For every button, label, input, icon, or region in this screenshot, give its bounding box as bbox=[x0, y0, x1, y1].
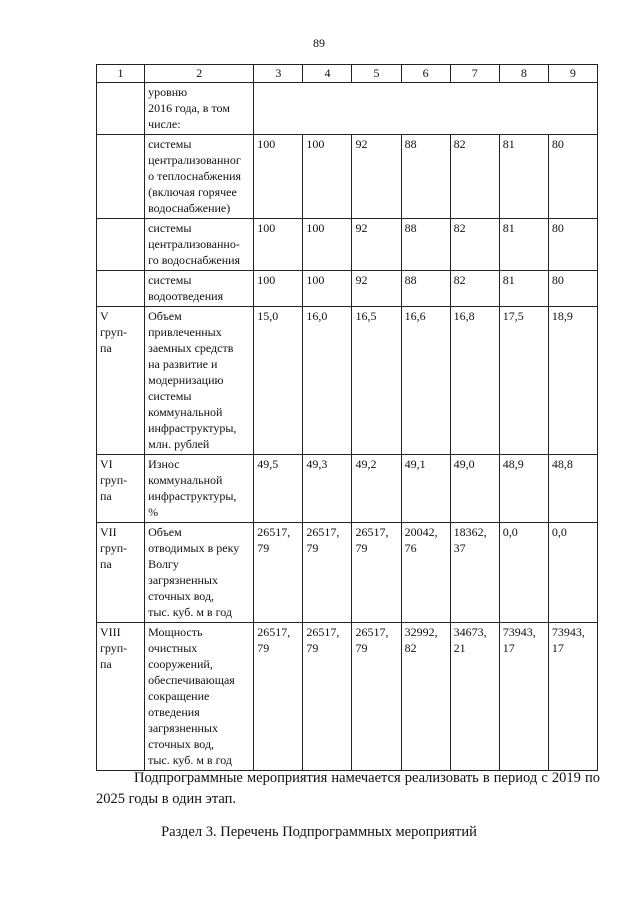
indicator-label: системы водоотведения bbox=[145, 271, 254, 307]
group-cell: VII груп- па bbox=[97, 523, 145, 623]
value-cell: 16,0 bbox=[303, 307, 352, 455]
value-cell: 92 bbox=[352, 271, 401, 307]
value-cell: 100 bbox=[303, 219, 352, 271]
header-cell: 7 bbox=[450, 65, 499, 83]
value-cell: 26517, 79 bbox=[303, 623, 352, 771]
header-cell: 4 bbox=[303, 65, 352, 83]
empty-merged-cell bbox=[254, 83, 598, 135]
value-cell: 82 bbox=[450, 271, 499, 307]
value-cell: 100 bbox=[303, 271, 352, 307]
intro-row bbox=[97, 83, 598, 135]
group-cell: V груп- па bbox=[97, 307, 145, 455]
value-cell: 82 bbox=[450, 135, 499, 219]
value-cell: 100 bbox=[303, 135, 352, 219]
table-row bbox=[97, 455, 598, 523]
value-cell: 26517, 79 bbox=[352, 623, 401, 771]
group-cell bbox=[97, 219, 145, 271]
value-cell: 20042, 76 bbox=[401, 523, 450, 623]
value-cell: 49,0 bbox=[450, 455, 499, 523]
table-row bbox=[97, 219, 598, 271]
value-cell: 48,8 bbox=[548, 455, 597, 523]
value-cell: 49,1 bbox=[401, 455, 450, 523]
value-cell: 49,3 bbox=[303, 455, 352, 523]
table-row bbox=[97, 623, 598, 771]
value-cell: 100 bbox=[254, 135, 303, 219]
value-cell: 17,5 bbox=[499, 307, 548, 455]
table-row bbox=[97, 271, 598, 307]
value-cell: 32992, 82 bbox=[401, 623, 450, 771]
group-cell bbox=[97, 271, 145, 307]
value-cell: 16,5 bbox=[352, 307, 401, 455]
value-cell: 26517, 79 bbox=[303, 523, 352, 623]
value-cell: 80 bbox=[548, 271, 597, 307]
table-row bbox=[97, 307, 598, 455]
value-cell: 18,9 bbox=[548, 307, 597, 455]
group-cell: VIII груп- па bbox=[97, 623, 145, 771]
section-title: Раздел 3. Перечень Подпрограммных мероприятий bbox=[161, 824, 477, 840]
header-cell: 2 bbox=[145, 65, 254, 83]
group-cell bbox=[97, 83, 145, 135]
header-cell: 6 bbox=[401, 65, 450, 83]
value-cell: 73943, 17 bbox=[499, 623, 548, 771]
group-cell bbox=[97, 135, 145, 219]
value-cell: 92 bbox=[352, 219, 401, 271]
value-cell: 26517, 79 bbox=[352, 523, 401, 623]
header-cell: 9 bbox=[548, 65, 597, 83]
table-row bbox=[97, 135, 598, 219]
value-cell: 34673, 21 bbox=[450, 623, 499, 771]
value-cell: 49,5 bbox=[254, 455, 303, 523]
value-cell: 80 bbox=[548, 219, 597, 271]
value-cell: 73943, 17 bbox=[548, 623, 597, 771]
value-cell: 26517, 79 bbox=[254, 623, 303, 771]
indicators-table bbox=[96, 64, 598, 771]
page-number: 89 bbox=[313, 36, 325, 50]
value-cell: 88 bbox=[401, 219, 450, 271]
header-row bbox=[97, 65, 598, 83]
header-cell: 5 bbox=[352, 65, 401, 83]
value-cell: 88 bbox=[401, 135, 450, 219]
body-paragraph: Подпрограммные мероприятия намечается реализовать в период с 2019 по 2025 годы в один этап. bbox=[96, 770, 600, 807]
value-cell: 15,0 bbox=[254, 307, 303, 455]
indicator-label: системы централизованно- го водоснабжения bbox=[145, 219, 254, 271]
table-row bbox=[97, 523, 598, 623]
value-cell: 81 bbox=[499, 135, 548, 219]
indicator-label: Объем отводимых в реку Волгу загрязненных сточных вод, тыс. куб. м в год bbox=[145, 523, 254, 623]
group-cell: VI груп- па bbox=[97, 455, 145, 523]
value-cell: 48,9 bbox=[499, 455, 548, 523]
indicator-label: Мощность очистных сооружений, обеспечивающая сокращение отведения загрязненных сточных вод, тыс. куб. м в год bbox=[145, 623, 254, 771]
indicator-label: системы централизованног о теплоснабжения (включая горячее водоснабжение) bbox=[145, 135, 254, 219]
value-cell: 49,2 bbox=[352, 455, 401, 523]
value-cell: 81 bbox=[499, 219, 548, 271]
header-cell: 1 bbox=[97, 65, 145, 83]
table-header bbox=[97, 65, 598, 83]
value-cell: 100 bbox=[254, 219, 303, 271]
value-cell: 18362, 37 bbox=[450, 523, 499, 623]
value-cell: 88 bbox=[401, 271, 450, 307]
indicator-label: Объем привлеченных заемных средств на развитие и модернизацию системы коммунальной инфраструктуры, млн. рублей bbox=[145, 307, 254, 455]
header-cell: 8 bbox=[499, 65, 548, 83]
indicator-label: уровню 2016 года, в том числе: bbox=[145, 83, 254, 135]
value-cell: 0,0 bbox=[499, 523, 548, 623]
value-cell: 82 bbox=[450, 219, 499, 271]
indicator-label: Износ коммунальной инфраструктуры, % bbox=[145, 455, 254, 523]
value-cell: 16,6 bbox=[401, 307, 450, 455]
value-cell: 81 bbox=[499, 271, 548, 307]
value-cell: 92 bbox=[352, 135, 401, 219]
value-cell: 16,8 bbox=[450, 307, 499, 455]
value-cell: 80 bbox=[548, 135, 597, 219]
value-cell: 26517, 79 bbox=[254, 523, 303, 623]
value-cell: 0,0 bbox=[548, 523, 597, 623]
value-cell: 100 bbox=[254, 271, 303, 307]
header-cell: 3 bbox=[254, 65, 303, 83]
